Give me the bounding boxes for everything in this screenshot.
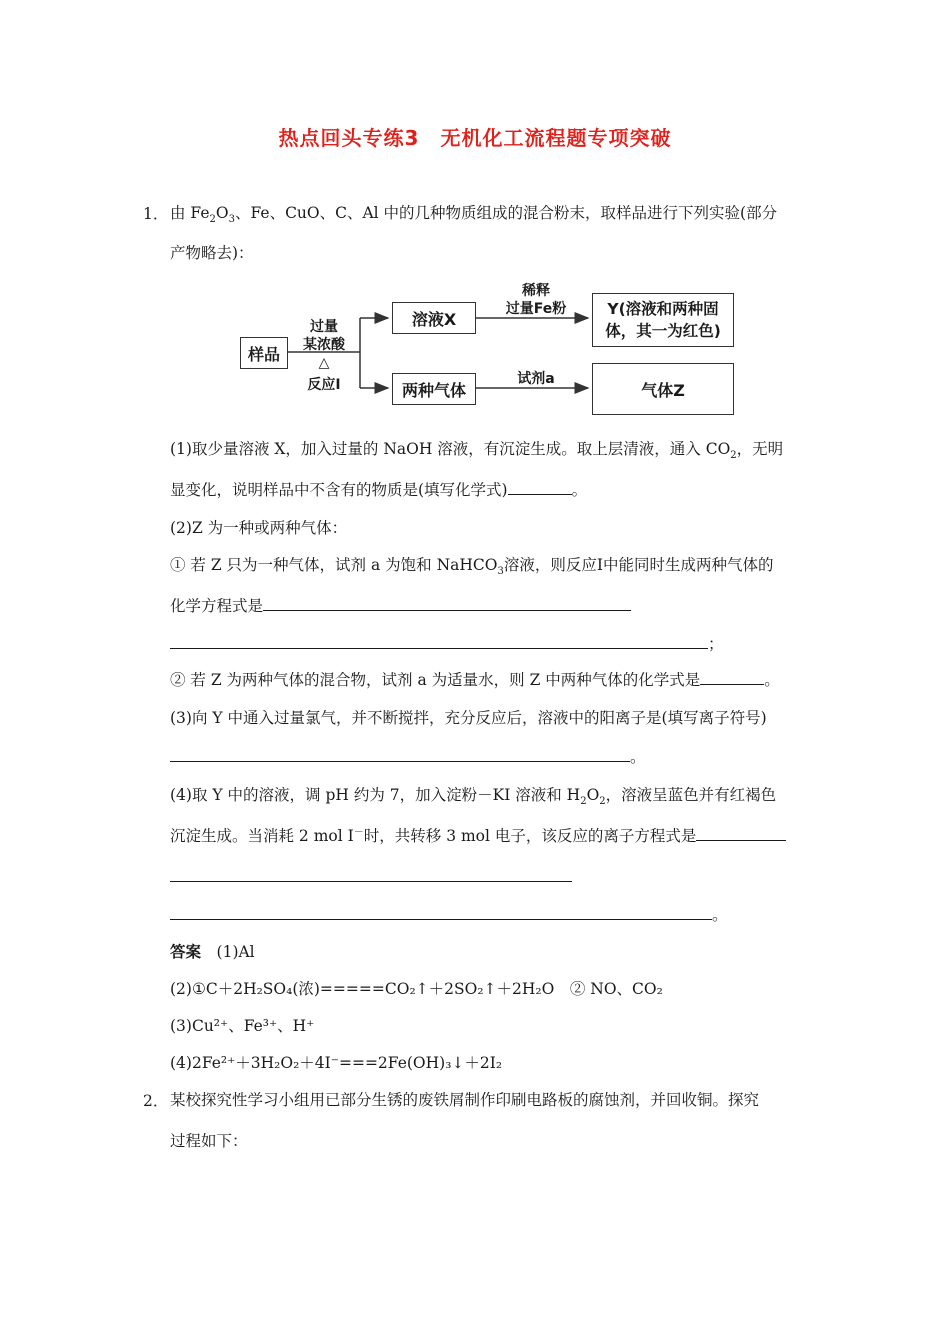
q1-part2-1-line1: ① 若 Z 只为一种气体，试剂 a 为饱和 NaHCO$_3$溶液，则反应Ⅰ中能同时生成两种气体的 (170, 556, 774, 578)
q1-part4-line1: (4)取 Y 中的溶液，调 pH 约为 7，加入淀粉－KI 溶液和 $H_2O_2$，溶液呈蓝色并有红褐色 (170, 786, 777, 808)
answer-blank[interactable] (170, 746, 630, 762)
label-reaction-1: 反应Ⅰ (307, 377, 341, 393)
q1-stem-line1: 由 $Fe_2O_3$、Fe、CuO、C、Al 中的几种物质组成的混合粉末，取样品进行下列实验(部分 (170, 204, 778, 226)
label-reagent-a: 试剂a (517, 371, 555, 387)
label-excess-fe: 过量Fe粉 (505, 301, 567, 317)
answer-blank[interactable] (508, 479, 572, 495)
box-solution-x: 溶液X (392, 302, 476, 334)
label-excess: 过量 (310, 319, 338, 335)
q1-part4-line3 (170, 866, 572, 888)
q1-part4-line2: 沉淀生成。当消耗 2 mol I－时，共转移 3 mol 电子，该反应的离子方程式是 (170, 825, 786, 847)
answer-key-label: 答案 (170, 943, 202, 961)
box-y (592, 293, 734, 347)
box-two-gases: 两种气体 (392, 373, 476, 405)
answer-blank[interactable] (170, 866, 572, 882)
answer-line-1: 答案 (1)Al (170, 943, 255, 961)
q1-part1-line1: (1)取少量溶液 X，加入过量的 NaOH 溶液，有沉淀生成。取上层清液，通入 $CO_2$，无明 (170, 440, 784, 462)
q1-part3-line2: 。 (170, 746, 646, 768)
q1-stem-line2: 产物略去)： (170, 244, 254, 262)
q1-part1-line2: 显变化，说明样品中不含有的物质是(填写化学式) 。 (170, 481, 588, 499)
q1-part2-1-line2: 化学方程式是 (170, 595, 631, 617)
answer-blank[interactable] (170, 633, 708, 649)
q1-part4-line4: 。 (170, 904, 728, 926)
q1-part2-1-line3: ； (170, 633, 724, 655)
q1-part2-2: ② 若 Z 为两种气体的混合物，试剂 a 为适量水，则 Z 中两种气体的化学式是 。 (170, 671, 780, 689)
label-heat: △ (318, 355, 330, 371)
q1-part3-line1: (3)向 Y 中通入过量氯气，并不断搅拌，充分反应后，溶液中的阳离子是(填写离子符号) (170, 709, 767, 727)
box-y-line2: 体，其一为红色) (605, 322, 721, 340)
answer-line-4: (4)2Fe²⁺＋3H₂O₂＋4I⁻===2Fe(OH)₃↓＋2I₂ (170, 1054, 503, 1072)
answer-blank[interactable] (263, 595, 631, 611)
answer-line-2: (2)①C＋2H₂SO₄(浓)=====CO₂↑＋2SO₂↑＋2H₂O ② NO、CO₂ (170, 980, 663, 998)
q1-part2: (2)Z 为一种或两种气体： (170, 519, 348, 537)
answer-line-3: (3)Cu²⁺、Fe³⁺、H⁺ (170, 1017, 315, 1035)
box-gas-z: 气体Z (592, 363, 734, 415)
question-number-1: 1． (143, 205, 169, 223)
box-y-line1: Y(溶液和两种固 (607, 300, 719, 318)
box-sample: 样品 (240, 337, 288, 369)
label-conc-acid: 某浓酸 (303, 337, 345, 353)
flow-diagram-arrows (0, 0, 950, 430)
answer-blank[interactable] (696, 825, 786, 841)
page-title: 热点回头专练3 无机化工流程题专项突破 (278, 126, 672, 150)
answer-blank[interactable] (700, 669, 764, 685)
answer-blank[interactable] (170, 904, 712, 920)
question-number-2: 2． (143, 1092, 169, 1110)
q2-line2: 过程如下： (170, 1132, 248, 1150)
q2-line1: 某校探究性学习小组用已部分生锈的废铁屑制作印刷电路板的腐蚀剂，并回收铜。探究 (170, 1091, 760, 1109)
label-dilute: 稀释 (522, 283, 550, 299)
